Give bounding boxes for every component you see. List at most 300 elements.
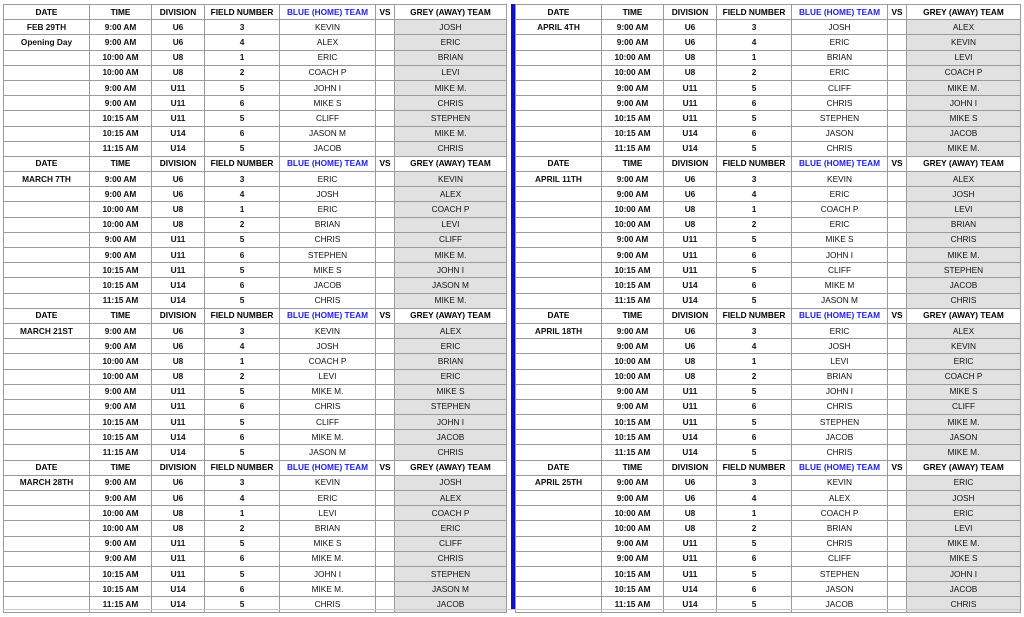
time-cell: 9:00 AM: [90, 339, 152, 354]
time-cell: 9:00 AM: [602, 384, 664, 399]
date-cell: [516, 141, 602, 156]
division-cell: U6: [152, 323, 205, 338]
away-team-cell: ERIC: [395, 521, 507, 536]
away-team-cell: CHRIS: [395, 141, 507, 156]
away-team-cell: COACH P: [907, 369, 1021, 384]
division-cell: U14: [664, 126, 717, 141]
game-row: [4, 339, 507, 354]
date-cell: [4, 187, 90, 202]
game-row: [4, 566, 507, 581]
field-number-cell: 3: [205, 323, 280, 338]
away-team-cell: JACOB: [395, 430, 507, 445]
division-cell: U11: [664, 415, 717, 430]
time-cell: 9:00 AM: [602, 232, 664, 247]
game-row: [516, 369, 1021, 384]
time-cell: 9:00 AM: [602, 248, 664, 263]
field-number-cell: 1: [205, 50, 280, 65]
division-cell: U6: [152, 475, 205, 490]
division-cell: U11: [152, 111, 205, 126]
away-team-cell: MIKE S: [907, 384, 1021, 399]
date-cell: [4, 263, 90, 278]
division-cell: U11: [664, 536, 717, 551]
date-cell: [4, 445, 90, 460]
field-number-cell: 6: [205, 96, 280, 111]
date-cell: [516, 551, 602, 566]
time-cell: 9:00 AM: [602, 172, 664, 187]
vs-cell: [888, 384, 907, 399]
division-cell: U8: [152, 521, 205, 536]
game-row: [516, 551, 1021, 566]
time-cell: 10:15 AM: [90, 415, 152, 430]
date-cell: [4, 339, 90, 354]
vs-cell: [376, 20, 395, 35]
game-row: [516, 232, 1021, 247]
game-row: [516, 399, 1021, 414]
header-division: DIVISION: [664, 5, 717, 20]
field-number-cell: 5: [717, 597, 792, 612]
game-row: [516, 354, 1021, 369]
game-row: [516, 111, 1021, 126]
time-cell: 9:00 AM: [90, 20, 152, 35]
home-team-cell: MIKE M.: [280, 551, 376, 566]
home-team-cell: COACH P: [280, 354, 376, 369]
game-row: [4, 232, 507, 247]
game-row: [4, 536, 507, 551]
time-cell: 9:00 AM: [90, 172, 152, 187]
time-cell: 9:00 AM: [90, 323, 152, 338]
header-away-team: GREY (AWAY) TEAM: [907, 460, 1021, 475]
date-cell: [516, 536, 602, 551]
away-team-cell: BRIAN: [395, 354, 507, 369]
home-team-cell: JASON M: [280, 126, 376, 141]
home-team-cell: CHRIS: [792, 96, 888, 111]
header-division: DIVISION: [152, 156, 205, 171]
time-cell: 11:15 AM: [602, 293, 664, 308]
game-row: [4, 35, 507, 50]
field-number-cell: 5: [205, 111, 280, 126]
vs-cell: [888, 445, 907, 460]
date-cell: [516, 111, 602, 126]
vs-cell: [376, 278, 395, 293]
date-cell: [516, 582, 602, 597]
header-home-team: BLUE (HOME) TEAM: [280, 156, 376, 171]
game-row: [516, 172, 1021, 187]
field-number-cell: 2: [717, 369, 792, 384]
game-row: [4, 172, 507, 187]
division-cell: U8: [152, 65, 205, 80]
field-number-cell: 4: [717, 187, 792, 202]
date-cell: [4, 506, 90, 521]
time-cell: 9:00 AM: [90, 96, 152, 111]
division-cell: U6: [152, 339, 205, 354]
division-cell: U11: [152, 536, 205, 551]
away-team-cell: JOSH: [907, 491, 1021, 506]
vs-cell: [888, 111, 907, 126]
time-cell: 10:00 AM: [602, 65, 664, 80]
division-cell: U6: [664, 20, 717, 35]
away-team-cell: MIKE M.: [395, 293, 507, 308]
division-cell: U11: [152, 232, 205, 247]
field-number-cell: 6: [205, 248, 280, 263]
header-time: TIME: [602, 460, 664, 475]
division-cell: U6: [664, 187, 717, 202]
game-row: [4, 369, 507, 384]
time-cell: 9:00 AM: [90, 491, 152, 506]
game-row: [4, 521, 507, 536]
field-number-cell: 2: [205, 65, 280, 80]
field-number-cell: 5: [717, 111, 792, 126]
header-date: DATE: [516, 460, 602, 475]
division-cell: U6: [664, 323, 717, 338]
home-team-cell: MIKE S: [792, 232, 888, 247]
date-cell: [516, 566, 602, 581]
time-cell: 10:15 AM: [90, 111, 152, 126]
game-row: [4, 354, 507, 369]
game-row: [4, 506, 507, 521]
vs-cell: [376, 202, 395, 217]
time-cell: 10:00 AM: [602, 506, 664, 521]
header-away-team: GREY (AWAY) TEAM: [395, 5, 507, 20]
date-cell: [516, 445, 602, 460]
away-team-cell: ERIC: [395, 339, 507, 354]
field-number-cell: 1: [717, 354, 792, 369]
field-number-cell: 3: [205, 20, 280, 35]
date-cell: [516, 521, 602, 536]
vs-cell: [376, 415, 395, 430]
game-row: [516, 430, 1021, 445]
division-cell: U8: [664, 217, 717, 232]
header-field-number: FIELD NUMBER: [717, 156, 792, 171]
vs-cell: [888, 187, 907, 202]
home-team-cell: LEVI: [280, 369, 376, 384]
home-team-cell: JOHN I: [792, 248, 888, 263]
home-team-cell: ERIC: [792, 65, 888, 80]
away-team-cell: LEVI: [395, 217, 507, 232]
division-cell: U14: [664, 582, 717, 597]
field-number-cell: 5: [717, 566, 792, 581]
vs-cell: [888, 217, 907, 232]
home-team-cell: ERIC: [280, 172, 376, 187]
field-number-cell: 4: [717, 491, 792, 506]
vs-cell: [888, 278, 907, 293]
time-cell: 11:15 AM: [90, 141, 152, 156]
vs-cell: [888, 172, 907, 187]
vs-cell: [376, 50, 395, 65]
away-team-cell: JACOB: [907, 582, 1021, 597]
field-number-cell: 6: [717, 551, 792, 566]
time-cell: 10:15 AM: [602, 278, 664, 293]
vs-cell: [888, 339, 907, 354]
away-team-cell: KEVIN: [907, 35, 1021, 50]
division-cell: U6: [664, 35, 717, 50]
vs-cell: [888, 35, 907, 50]
field-number-cell: 2: [717, 217, 792, 232]
field-number-cell: 5: [717, 293, 792, 308]
field-number-cell: 3: [717, 475, 792, 490]
game-row: [4, 430, 507, 445]
away-team-cell: JOSH: [907, 187, 1021, 202]
game-row: [516, 96, 1021, 111]
home-team-cell: CLIFF: [792, 80, 888, 95]
footer-rule: [3, 609, 1020, 610]
away-team-cell: ALEX: [395, 491, 507, 506]
date-cell: [516, 506, 602, 521]
field-number-cell: 4: [717, 339, 792, 354]
away-team-cell: CHRIS: [907, 232, 1021, 247]
field-number-cell: 3: [205, 172, 280, 187]
home-team-cell: KEVIN: [792, 172, 888, 187]
division-cell: U8: [152, 369, 205, 384]
field-number-cell: 3: [205, 475, 280, 490]
game-row: [4, 96, 507, 111]
field-number-cell: 4: [205, 35, 280, 50]
time-cell: 10:00 AM: [602, 217, 664, 232]
division-cell: U14: [664, 293, 717, 308]
home-team-cell: COACH P: [792, 506, 888, 521]
time-cell: 10:00 AM: [602, 369, 664, 384]
header-vs: VS: [376, 5, 395, 20]
home-team-cell: JOSH: [792, 339, 888, 354]
header-away-team: GREY (AWAY) TEAM: [907, 308, 1021, 323]
header-date: DATE: [516, 156, 602, 171]
header-vs: VS: [888, 308, 907, 323]
division-cell: U11: [152, 80, 205, 95]
home-team-cell: ERIC: [280, 50, 376, 65]
game-row: [4, 141, 507, 156]
division-cell: U14: [664, 141, 717, 156]
header-home-team: BLUE (HOME) TEAM: [280, 308, 376, 323]
vs-cell: [376, 96, 395, 111]
home-team-cell: MIKE S: [280, 263, 376, 278]
vs-cell: [888, 582, 907, 597]
date-cell: [4, 415, 90, 430]
date-cell: [516, 293, 602, 308]
field-number-cell: 5: [717, 263, 792, 278]
game-row: [4, 248, 507, 263]
game-row: [516, 475, 1021, 490]
time-cell: 10:00 AM: [602, 202, 664, 217]
division-cell: U6: [152, 20, 205, 35]
date-cell: [516, 415, 602, 430]
vs-cell: [888, 50, 907, 65]
game-row: [516, 187, 1021, 202]
vs-cell: [376, 536, 395, 551]
home-team-cell: LEVI: [792, 354, 888, 369]
home-team-cell: JOSH: [280, 339, 376, 354]
game-row: [516, 293, 1021, 308]
date-cell: [516, 399, 602, 414]
date-cell: [4, 80, 90, 95]
vs-cell: [376, 232, 395, 247]
game-row: [516, 35, 1021, 50]
away-team-cell: MIKE M.: [907, 415, 1021, 430]
away-team-cell: JASON M: [395, 278, 507, 293]
home-team-cell: JACOB: [280, 141, 376, 156]
game-row: [4, 217, 507, 232]
vs-cell: [888, 551, 907, 566]
time-cell: 10:00 AM: [602, 354, 664, 369]
home-team-cell: JOSH: [280, 187, 376, 202]
vs-cell: [888, 430, 907, 445]
field-number-cell: 6: [717, 399, 792, 414]
game-row: [516, 126, 1021, 141]
game-row: [516, 141, 1021, 156]
field-number-cell: 5: [205, 263, 280, 278]
vs-cell: [376, 248, 395, 263]
division-cell: U8: [152, 50, 205, 65]
division-cell: U14: [664, 445, 717, 460]
time-cell: 10:00 AM: [90, 202, 152, 217]
time-cell: 10:00 AM: [90, 521, 152, 536]
division-cell: U11: [664, 263, 717, 278]
home-team-cell: COACH P: [280, 65, 376, 80]
date-cell: [516, 35, 602, 50]
home-team-cell: JACOB: [792, 597, 888, 612]
game-row: [4, 415, 507, 430]
game-row: [516, 278, 1021, 293]
field-number-cell: 5: [717, 415, 792, 430]
away-team-cell: JACOB: [395, 597, 507, 612]
home-team-cell: BRIAN: [792, 521, 888, 536]
division-cell: U8: [152, 217, 205, 232]
home-team-cell: STEPHEN: [792, 566, 888, 581]
vs-cell: [888, 126, 907, 141]
home-team-cell: BRIAN: [280, 217, 376, 232]
division-cell: U11: [152, 384, 205, 399]
header-field-number: FIELD NUMBER: [205, 5, 280, 20]
vs-cell: [376, 521, 395, 536]
field-number-cell: 5: [717, 445, 792, 460]
time-cell: 9:00 AM: [602, 399, 664, 414]
date-cell: [4, 399, 90, 414]
away-team-cell: JOHN I: [395, 263, 507, 278]
header-row: [516, 156, 1021, 171]
vs-cell: [376, 35, 395, 50]
home-team-cell: ERIC: [792, 187, 888, 202]
date-cell: [4, 248, 90, 263]
vs-cell: [376, 491, 395, 506]
time-cell: 9:00 AM: [602, 339, 664, 354]
field-number-cell: 1: [205, 354, 280, 369]
game-row: [4, 126, 507, 141]
game-row: [516, 536, 1021, 551]
game-row: [4, 187, 507, 202]
division-cell: U14: [152, 445, 205, 460]
field-number-cell: 2: [205, 521, 280, 536]
division-cell: U14: [152, 278, 205, 293]
home-team-cell: ERIC: [792, 35, 888, 50]
away-team-cell: JASON: [907, 430, 1021, 445]
field-number-cell: 6: [717, 248, 792, 263]
away-team-cell: CLIFF: [395, 536, 507, 551]
time-cell: 11:15 AM: [602, 445, 664, 460]
vs-cell: [376, 551, 395, 566]
game-row: [516, 582, 1021, 597]
away-team-cell: ALEX: [907, 323, 1021, 338]
date-cell: APRIL 25TH: [516, 475, 602, 490]
game-row: [4, 50, 507, 65]
time-cell: 9:00 AM: [602, 35, 664, 50]
time-cell: 10:15 AM: [90, 566, 152, 581]
time-cell: 10:15 AM: [90, 582, 152, 597]
away-team-cell: JOHN I: [907, 566, 1021, 581]
game-row: [4, 384, 507, 399]
division-cell: U8: [664, 369, 717, 384]
game-row: [516, 491, 1021, 506]
home-team-cell: KEVIN: [280, 20, 376, 35]
time-cell: 10:00 AM: [90, 506, 152, 521]
time-cell: 9:00 AM: [602, 96, 664, 111]
date-cell: [4, 491, 90, 506]
date-cell: [516, 202, 602, 217]
home-team-cell: STEPHEN: [792, 415, 888, 430]
date-cell: [516, 248, 602, 263]
away-team-cell: MIKE M.: [907, 536, 1021, 551]
date-cell: [4, 551, 90, 566]
division-cell: U6: [664, 172, 717, 187]
date-cell: [4, 126, 90, 141]
time-cell: 9:00 AM: [90, 475, 152, 490]
away-team-cell: MIKE S: [395, 384, 507, 399]
vs-cell: [376, 506, 395, 521]
game-row: [4, 65, 507, 80]
division-cell: U8: [664, 354, 717, 369]
away-team-cell: LEVI: [907, 202, 1021, 217]
game-row: [516, 339, 1021, 354]
vs-cell: [376, 172, 395, 187]
date-cell: [4, 354, 90, 369]
home-team-cell: STEPHEN: [792, 111, 888, 126]
time-cell: 9:00 AM: [602, 80, 664, 95]
game-row: [516, 65, 1021, 80]
field-number-cell: 5: [205, 232, 280, 247]
time-cell: 10:15 AM: [602, 566, 664, 581]
field-number-cell: 2: [205, 369, 280, 384]
field-number-cell: 1: [717, 50, 792, 65]
date-cell: [4, 566, 90, 581]
field-number-cell: 6: [717, 430, 792, 445]
time-cell: 9:00 AM: [602, 323, 664, 338]
home-team-cell: BRIAN: [280, 521, 376, 536]
game-row: [4, 20, 507, 35]
away-team-cell: BRIAN: [395, 50, 507, 65]
date-cell: [4, 111, 90, 126]
field-number-cell: 1: [717, 202, 792, 217]
home-team-cell: CLIFF: [280, 111, 376, 126]
home-team-cell: STEPHEN: [280, 248, 376, 263]
division-cell: U11: [664, 566, 717, 581]
away-team-cell: MIKE M.: [395, 80, 507, 95]
home-team-cell: JASON M: [280, 445, 376, 460]
date-cell: [516, 232, 602, 247]
away-team-cell: CHRIS: [395, 551, 507, 566]
game-row: [4, 551, 507, 566]
vs-cell: [888, 354, 907, 369]
date-cell: [4, 369, 90, 384]
date-cell: [516, 217, 602, 232]
vs-cell: [888, 475, 907, 490]
date-cell: APRIL 4TH: [516, 20, 602, 35]
time-cell: 10:15 AM: [90, 263, 152, 278]
away-team-cell: ERIC: [395, 369, 507, 384]
time-cell: 10:00 AM: [90, 369, 152, 384]
field-number-cell: 3: [717, 20, 792, 35]
division-cell: U14: [152, 293, 205, 308]
header-home-team: BLUE (HOME) TEAM: [792, 5, 888, 20]
field-number-cell: 6: [717, 582, 792, 597]
vs-cell: [888, 369, 907, 384]
away-team-cell: LEVI: [907, 521, 1021, 536]
